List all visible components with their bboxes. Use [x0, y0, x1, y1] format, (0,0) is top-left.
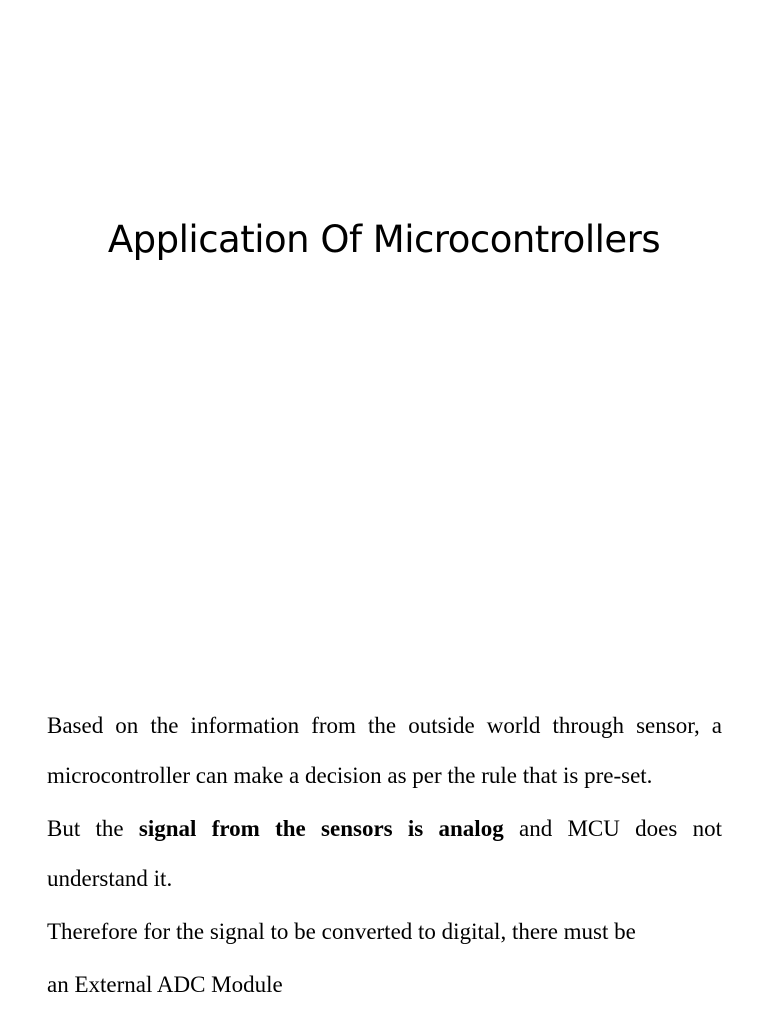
- paragraph-analog-before: But the: [47, 816, 139, 841]
- paragraph-adc-partial: an External ADC Module: [47, 972, 283, 997]
- paragraph-conversion: Therefore for the signal to be converted to digital, there must be: [47, 919, 636, 944]
- paragraph-analog-bold: signal from the sensors is analog: [138, 816, 504, 841]
- paragraph-analog-after: and MCU does not understand it.: [47, 816, 722, 891]
- paragraph-sensor-decision: Based on the information from the outside world through sensor, a microcontroller can make a decision as per the rule that is pre-set.: [47, 713, 722, 788]
- page-title: Application Of Microcontrollers: [107, 218, 661, 261]
- paragraph-analog-signal: [47, 804, 722, 904]
- body-text: [47, 701, 722, 1013]
